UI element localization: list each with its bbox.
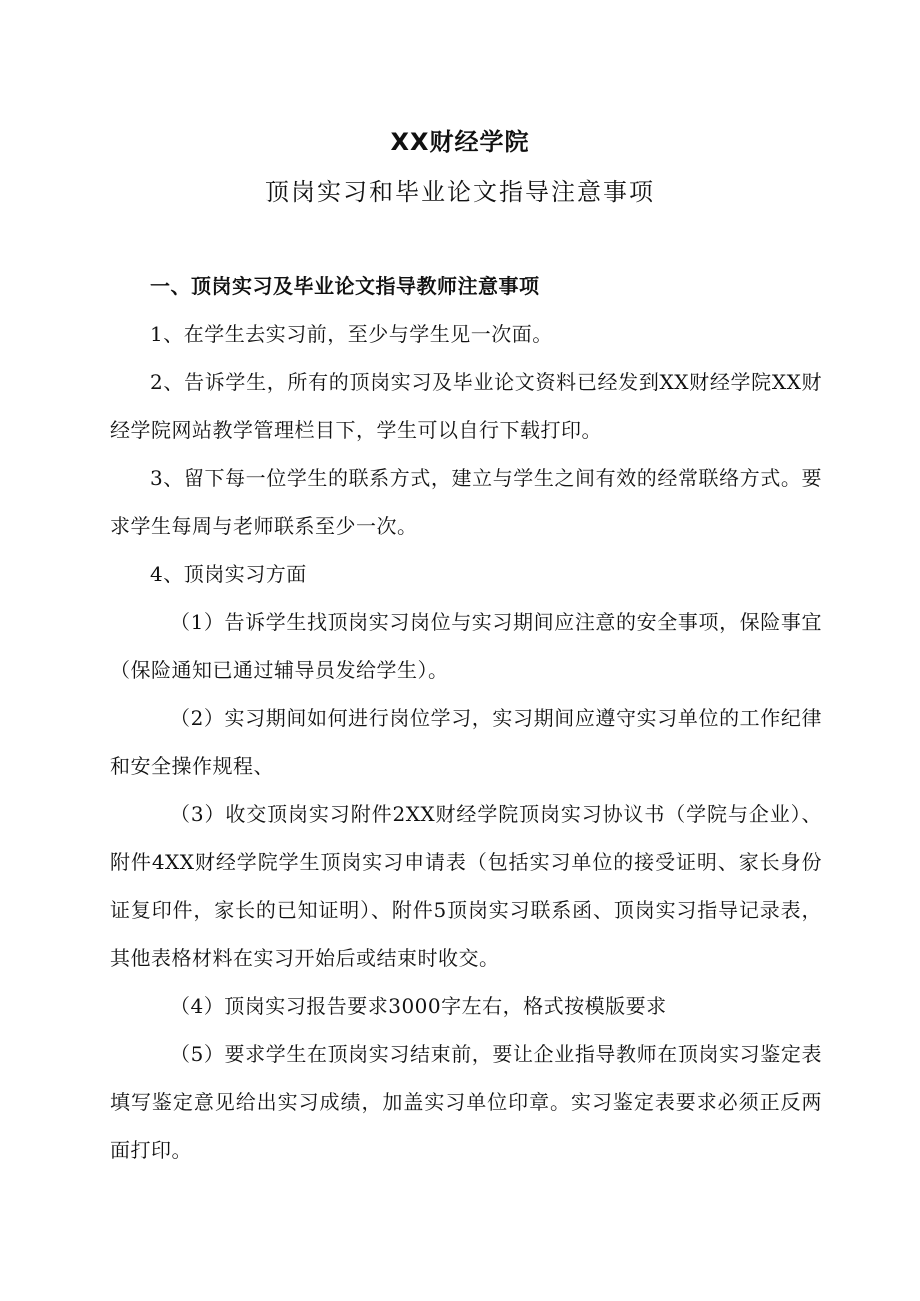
item-2: 2、告诉学生，所有的顶岗实习及毕业论文资料已经发到XX财经学院XX财经学院网站教学管理栏目下，学生可以自行下载打印。 <box>110 370 822 442</box>
section-heading: 一、顶岗实习及毕业论文指导教师注意事项 <box>150 274 540 298</box>
subitem-1: （1）告诉学生找顶岗实习岗位与实习期间应注意的安全事项，保险事宜（保险通知已通过辅导员发给学生）。 <box>110 610 822 682</box>
document-body <box>110 262 822 1174</box>
subitem-4: （4）顶岗实习报告要求3000字左右，格式按模版要求 <box>170 994 667 1018</box>
subitem-5: （5）要求学生在顶岗实习结束前，要让企业指导教师在顶岗实习鉴定表填写鉴定意见给出实习成绩，加盖实习单位印章。实习鉴定表要求必须正反两面打印。 <box>110 1042 822 1162</box>
document-subtitle: 顶岗实习和毕业论文指导注意事项 <box>265 178 655 206</box>
subitem-2: （2）实习期间如何进行岗位学习，实习期间应遵守实习单位的工作纪律和安全操作规程、 <box>110 706 822 778</box>
item-1: 1、在学生去实习前，至少与学生见一次面。 <box>150 322 553 346</box>
item-3: 3、留下每一位学生的联系方式，建立与学生之间有效的经常联络方式。要求学生每周与老师联系至少一次。 <box>110 466 822 538</box>
item-4: 4、顶岗实习方面 <box>150 562 307 586</box>
subitem-3: （3）收交顶岗实习附件2XX财经学院顶岗实习协议书（学院与企业）、附件4XX财经学院学生顶岗实习申请表（包括实习单位的接受证明、家长身份证复印件，家长的已知证明）、附件5顶岗实习联系函、顶岗实习指导记录表，其他表格材料在实习开始后或结束时收交。 <box>110 802 822 970</box>
document-title: XX财经学院 <box>390 128 530 156</box>
